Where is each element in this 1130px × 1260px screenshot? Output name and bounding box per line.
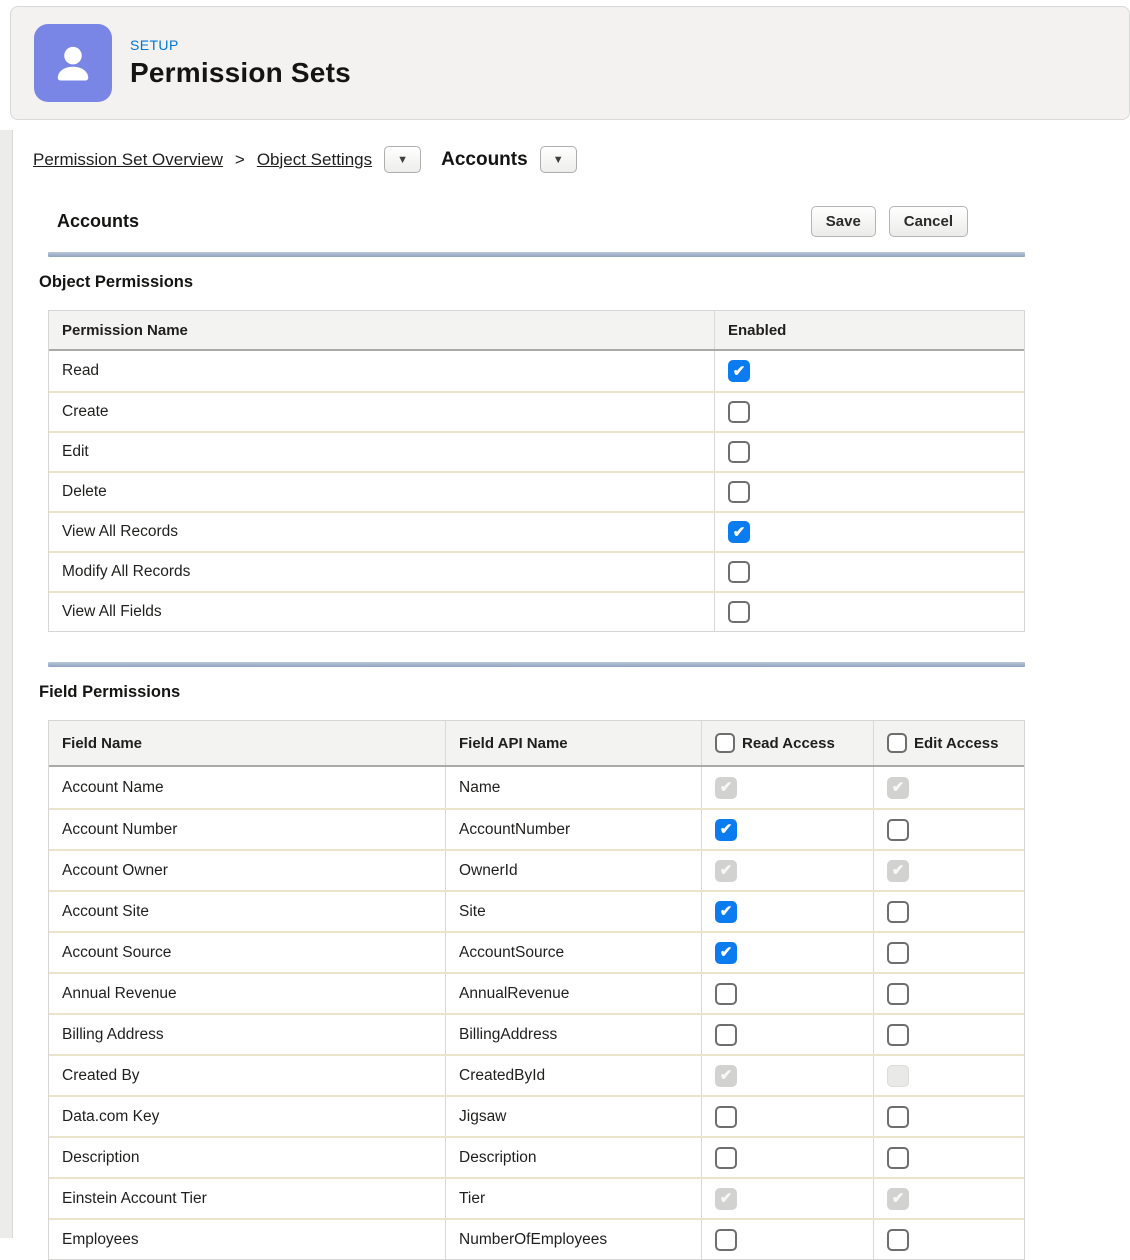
- read-access-checkbox[interactable]: [715, 1229, 737, 1251]
- table-row: [49, 551, 1024, 591]
- edit-access-checkbox: ✔: [887, 860, 909, 882]
- read-access-cell: [701, 767, 873, 808]
- accounts-dropdown-button[interactable]: [540, 146, 577, 173]
- field-name-cell: Einstein Account Tier: [62, 1189, 207, 1207]
- table-row: [49, 1136, 1024, 1177]
- permission-name-cell: View All Fields: [62, 603, 162, 620]
- read-access-cell: [701, 1220, 873, 1259]
- edit-access-checkbox[interactable]: [887, 942, 909, 964]
- enabled-cell: [714, 393, 1024, 431]
- enabled-checkbox[interactable]: [728, 441, 750, 463]
- edit-access-cell: [873, 1179, 1024, 1218]
- cancel-button[interactable]: Cancel: [889, 206, 968, 237]
- table-row: [49, 1054, 1024, 1095]
- permission-name-cell: Delete: [62, 483, 107, 500]
- column-header-enabled: Enabled: [714, 311, 1024, 349]
- permission-name-cell: Edit: [62, 443, 89, 460]
- field-name-cell: Account Source: [62, 943, 172, 961]
- read-access-checkbox[interactable]: [715, 983, 737, 1005]
- permission-name-cell: Modify All Records: [62, 563, 191, 580]
- field-api-name-cell: AccountNumber: [445, 810, 701, 849]
- edit-access-cell: [873, 1056, 1024, 1095]
- table-row: [49, 808, 1024, 849]
- setup-header: [10, 6, 1130, 120]
- object-title: Accounts: [57, 210, 140, 231]
- breadcrumb-current-accounts: Accounts: [441, 148, 528, 170]
- breadcrumb-link-object-settings[interactable]: Object Settings: [256, 149, 373, 169]
- table-row: [49, 431, 1024, 471]
- setup-titles: [130, 37, 351, 89]
- object-permissions-table: [48, 310, 1025, 632]
- table-row: [49, 1177, 1024, 1218]
- read-access-cell: [701, 1179, 873, 1218]
- object-settings-dropdown-button[interactable]: [384, 146, 421, 173]
- read-access-checkbox: ✔: [715, 860, 737, 882]
- table-row: [49, 391, 1024, 431]
- enabled-cell: [714, 473, 1024, 511]
- edit-access-cell: [873, 1138, 1024, 1177]
- object-permissions-heading: Object Permissions: [39, 273, 194, 291]
- field-name-cell: Created By: [62, 1066, 140, 1084]
- field-name-cell: Account Site: [62, 902, 150, 920]
- column-header-field-name: Field Name: [62, 734, 143, 752]
- column-header-read-access: [701, 721, 873, 765]
- table-row: [49, 890, 1024, 931]
- action-buttons: [811, 206, 968, 237]
- user-icon: [34, 24, 112, 102]
- table-row: [49, 471, 1024, 511]
- read-access-select-all-checkbox[interactable]: [715, 733, 735, 753]
- field-permissions-heading: Field Permissions: [39, 683, 181, 701]
- read-access-checkbox[interactable]: [715, 1024, 737, 1046]
- edit-access-checkbox[interactable]: [887, 1024, 909, 1046]
- edit-access-checkbox[interactable]: [887, 983, 909, 1005]
- field-api-name-cell: Jigsaw: [445, 1097, 701, 1136]
- edit-access-cell: [873, 1220, 1024, 1259]
- edit-access-checkbox: ✔: [887, 1188, 909, 1210]
- field-name-cell: Employees: [62, 1230, 139, 1248]
- field-permissions-table: [48, 720, 1025, 1260]
- table-row: [49, 591, 1024, 631]
- enabled-cell: [714, 553, 1024, 591]
- field-name-cell: Description: [62, 1148, 140, 1166]
- edit-access-checkbox[interactable]: [887, 819, 909, 841]
- table-row: [49, 511, 1024, 551]
- read-access-checkbox[interactable]: [715, 1106, 737, 1128]
- column-header-edit-access: [873, 721, 1024, 765]
- save-button[interactable]: Save: [811, 206, 876, 237]
- read-access-cell: [701, 1097, 873, 1136]
- enabled-checkbox[interactable]: [728, 481, 750, 503]
- enabled-checkbox[interactable]: [728, 401, 750, 423]
- edit-access-cell: [873, 892, 1024, 931]
- permission-name-cell: Create: [62, 403, 109, 420]
- edit-access-checkbox[interactable]: [887, 1106, 909, 1128]
- column-header-field-api-name: Field API Name: [445, 721, 701, 765]
- table-row: [49, 1218, 1024, 1259]
- object-permissions-header-row: [49, 311, 1024, 351]
- field-api-name-cell: Name: [445, 767, 701, 808]
- column-header-edit-access-label: Edit Access: [914, 734, 999, 752]
- edit-access-cell: [873, 1097, 1024, 1136]
- field-name-cell: Account Owner: [62, 861, 168, 879]
- left-gutter: [0, 130, 13, 1238]
- edit-access-checkbox[interactable]: [887, 1229, 909, 1251]
- field-api-name-cell: OwnerId: [445, 851, 701, 890]
- enabled-cell: [714, 513, 1024, 551]
- read-access-checkbox: ✔: [715, 1065, 737, 1087]
- field-api-name-cell: Tier: [445, 1179, 701, 1218]
- field-name-cell: Billing Address: [62, 1025, 164, 1043]
- section-divider: [48, 252, 1025, 257]
- chevron-down-icon: ▼: [552, 153, 564, 166]
- table-row: [49, 972, 1024, 1013]
- app-title: Permission Sets: [130, 57, 351, 88]
- field-api-name-cell: BillingAddress: [445, 1015, 701, 1054]
- breadcrumb-link-permission-set-overview[interactable]: Permission Set Overview: [33, 149, 223, 169]
- field-permissions-header-row: [49, 721, 1024, 767]
- table-row: [49, 1095, 1024, 1136]
- read-access-checkbox[interactable]: ✔: [715, 901, 737, 923]
- edit-access-checkbox: ✔: [887, 777, 909, 799]
- edit-access-cell: [873, 767, 1024, 808]
- read-access-checkbox[interactable]: ✔: [715, 819, 737, 841]
- field-api-name-cell: AccountSource: [445, 933, 701, 972]
- permission-name-cell: View All Records: [62, 523, 179, 540]
- read-access-cell: [701, 851, 873, 890]
- table-row: [49, 1013, 1024, 1054]
- read-access-checkbox[interactable]: [715, 1147, 737, 1169]
- field-api-name-cell: Site: [445, 892, 701, 931]
- read-access-cell: [701, 1138, 873, 1177]
- edit-access-cell: [873, 851, 1024, 890]
- read-access-cell: [701, 810, 873, 849]
- table-row: [49, 849, 1024, 890]
- edit-access-select-all-checkbox[interactable]: [887, 733, 907, 753]
- read-access-cell: [701, 974, 873, 1013]
- section-divider: [48, 662, 1025, 667]
- breadcrumb-separator: >: [234, 149, 245, 169]
- main-content: [13, 130, 1100, 1248]
- enabled-checkbox[interactable]: [728, 561, 750, 583]
- enabled-cell: [714, 433, 1024, 471]
- column-header-read-access-label: Read Access: [742, 734, 835, 752]
- enabled-cell: [714, 593, 1024, 631]
- edit-access-cell: [873, 974, 1024, 1013]
- table-row: [49, 931, 1024, 972]
- field-name-cell: Annual Revenue: [62, 984, 177, 1002]
- edit-access-checkbox[interactable]: [887, 901, 909, 923]
- enabled-checkbox[interactable]: ✔: [728, 360, 750, 382]
- permission-name-cell: Read: [62, 362, 100, 379]
- field-name-cell: Data.com Key: [62, 1107, 160, 1125]
- enabled-checkbox[interactable]: ✔: [728, 521, 750, 543]
- field-name-cell: Account Number: [62, 820, 178, 838]
- field-api-name-cell: AnnualRevenue: [445, 974, 701, 1013]
- table-row: [49, 351, 1024, 391]
- read-access-checkbox: ✔: [715, 1188, 737, 1210]
- inner-column: [39, 203, 1025, 1260]
- title-row: [48, 203, 1025, 239]
- field-api-name-cell: Description: [445, 1138, 701, 1177]
- chevron-down-icon: ▼: [397, 153, 409, 166]
- edit-access-checkbox[interactable]: [887, 1147, 909, 1169]
- breadcrumb: [33, 146, 1100, 173]
- read-access-checkbox[interactable]: ✔: [715, 942, 737, 964]
- field-name-cell: Account Name: [62, 778, 164, 796]
- setup-eyebrow: SETUP: [130, 37, 179, 53]
- edit-access-cell: [873, 933, 1024, 972]
- field-api-name-cell: CreatedById: [445, 1056, 701, 1095]
- column-header-permission-name: Permission Name: [62, 321, 188, 339]
- table-row: [49, 767, 1024, 808]
- read-access-cell: [701, 933, 873, 972]
- edit-access-cell: [873, 810, 1024, 849]
- read-access-cell: [701, 1056, 873, 1095]
- read-access-checkbox: ✔: [715, 777, 737, 799]
- enabled-checkbox[interactable]: [728, 601, 750, 623]
- edit-access-cell: [873, 1015, 1024, 1054]
- enabled-cell: [714, 351, 1024, 391]
- read-access-cell: [701, 1015, 873, 1054]
- edit-access-checkbox: [887, 1065, 909, 1087]
- read-access-cell: [701, 892, 873, 931]
- field-api-name-cell: NumberOfEmployees: [445, 1220, 701, 1259]
